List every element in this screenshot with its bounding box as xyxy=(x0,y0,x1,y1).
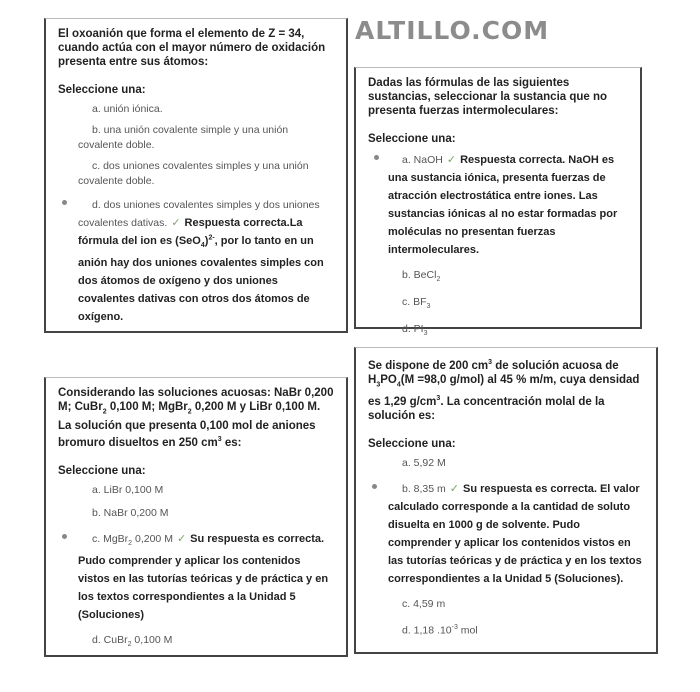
check-icon: ✓ xyxy=(171,217,181,229)
option-a[interactable]: a. unión iónica. xyxy=(92,103,163,115)
radio-selected-icon xyxy=(62,534,67,539)
option-b[interactable]: b. NaBr 0,200 M xyxy=(92,507,169,520)
option-d[interactable]: d. CuBr$_2$ 0,100 M xyxy=(92,634,173,649)
option-c-selected[interactable]: c. MgBr$_2$ 0,200 M ✓ Su respuesta es correcta. Pudo comprender y aplicar los contenidos vistos en las tutorías teóricas y de práctica y en los textos correspondientes a la Unidad 5 (Soluciones) xyxy=(58,529,334,623)
question-card-3 xyxy=(44,377,348,657)
question-text: El oxoanión que forma el elemento de Z = 34, cuando actúa con el mayor número de oxidación presenta entre sus átomos: xyxy=(58,28,326,68)
option-c[interactable]: c. $BF_3$ xyxy=(402,296,431,311)
feedback-text: Respuesta correcta. NaOH es una sustancia iónica, presenta fuerzas de atracción electrostática entre iones. Las sustancias iónicas al no estar formadas por moléculas no presentan fuerzas intermoleculares. xyxy=(388,154,618,256)
option-a[interactable]: a. LiBr 0,100 M xyxy=(92,484,164,497)
option-c[interactable]: c. 4,59 m xyxy=(402,597,446,610)
radio-selected-icon xyxy=(62,200,67,205)
feedback-text: Respuesta correcta.La fórmula del ion es (SeO xyxy=(78,217,303,247)
check-icon: ✓ xyxy=(446,154,457,166)
question-text: Se dispone de 200 $cm^3$ de solución acuosa de $H_3PO_4(M =98,0$ g/mol) al 45 % m/m, cuya densidad es 1,29 $g/cm^3$. La concentración molal de la solución es: xyxy=(368,359,640,422)
option-b[interactable]: b. una unión covalente simple y una unión covalente doble. xyxy=(78,124,289,151)
radio-selected-icon xyxy=(374,155,379,160)
option-c[interactable]: c. dos uniones covalentes simples y una unión covalente doble. xyxy=(78,160,309,187)
question-text: Considerando las soluciones acuosas: NaBr 0,200 M; CuBr$_2$ 0,100 M; MgBr$_2$ 0,200 M y LiBr 0,100 M. La solución que presenta 0,100 mol de aniones bromuro disueltos en 250 $cm^3$ es: xyxy=(58,387,334,450)
check-icon: ✓ xyxy=(176,533,187,546)
check-icon: ✓ xyxy=(449,482,459,495)
select-label: Seleccione una: xyxy=(368,133,456,145)
select-label: Seleccione una: xyxy=(58,465,146,478)
option-b-selected[interactable]: b. 8,35 m ✓ Su respuesta es correcta. El valor calculado corresponde a la cantidad de soluto disuelta en 1000 g de solvente. Pudo comprender y aplicar los contenidos vistos en las tutorías teóricas y de práctica y en los textos correspondientes a la Unidad 5 (Soluciones). xyxy=(368,479,644,587)
feedback-text: Su respuesta es correcta. Pudo comprender y aplicar los contenidos vistos en las tutorías teóricas y de práctica y en los textos correspondientes a la Unidad 5 (Soluciones) xyxy=(78,533,329,622)
question-card-2 xyxy=(354,67,642,338)
feedback-text-cont: , por lo tanto en un anión hay dos uniones covalentes simples con dos átomos de oxígeno y dos uniones covalentes dativas con otros dos átomos de oxígeno. xyxy=(78,235,324,324)
select-label: Seleccione una: xyxy=(368,437,456,450)
option-a-selected[interactable]: a. NaOH ✓ Respuesta correcta. NaOH es una sustancia iónica, presenta fuerzas de atracción electrostática entre iones. Las sustancias iónicas al no estar formadas por moléculas no presentan fuerzas intermoleculares. xyxy=(368,150,628,258)
watermark: ALTILLO.COM xyxy=(355,16,550,45)
option-d[interactable]: d. $PI_3$ xyxy=(402,323,428,338)
question-card-1 xyxy=(44,18,348,333)
feedback-text: Su respuesta es correcta. El valor calculado corresponde a la cantidad de soluto disuelta en 1000 g de solvente. Pudo comprender y aplicar los contenidos vistos en las tutorías teóricas y de práctica y en los textos correspondientes a la Unidad 5 (Soluciones). xyxy=(388,482,642,585)
select-label: Seleccione una: xyxy=(58,84,146,96)
radio-selected-icon xyxy=(372,484,377,489)
question-text: Dadas las fórmulas de las siguientes sustancias, seleccionar la sustancia que no presenta fuerzas intermoleculares: xyxy=(368,77,608,117)
option-d[interactable]: d. 1,18 $.10^{-3}$ mol xyxy=(402,623,478,637)
option-b[interactable]: b. BeCl$_2$ xyxy=(402,269,441,284)
question-card-4 xyxy=(354,347,658,654)
option-a[interactable]: a. 5,92 M xyxy=(402,456,446,469)
option-d-selected[interactable]: d. dos uniones covalentes simples y dos uniones covalentes dativas. ✓ Respuesta correcta.La fórmula del ion es $(SeO_4)^{2-}$, por lo tanto en un anión hay dos uniones covalentes simples con dos átomos de oxígeno y dos uniones covalentes dativas con otros dos átomos de oxígeno. xyxy=(58,195,334,325)
